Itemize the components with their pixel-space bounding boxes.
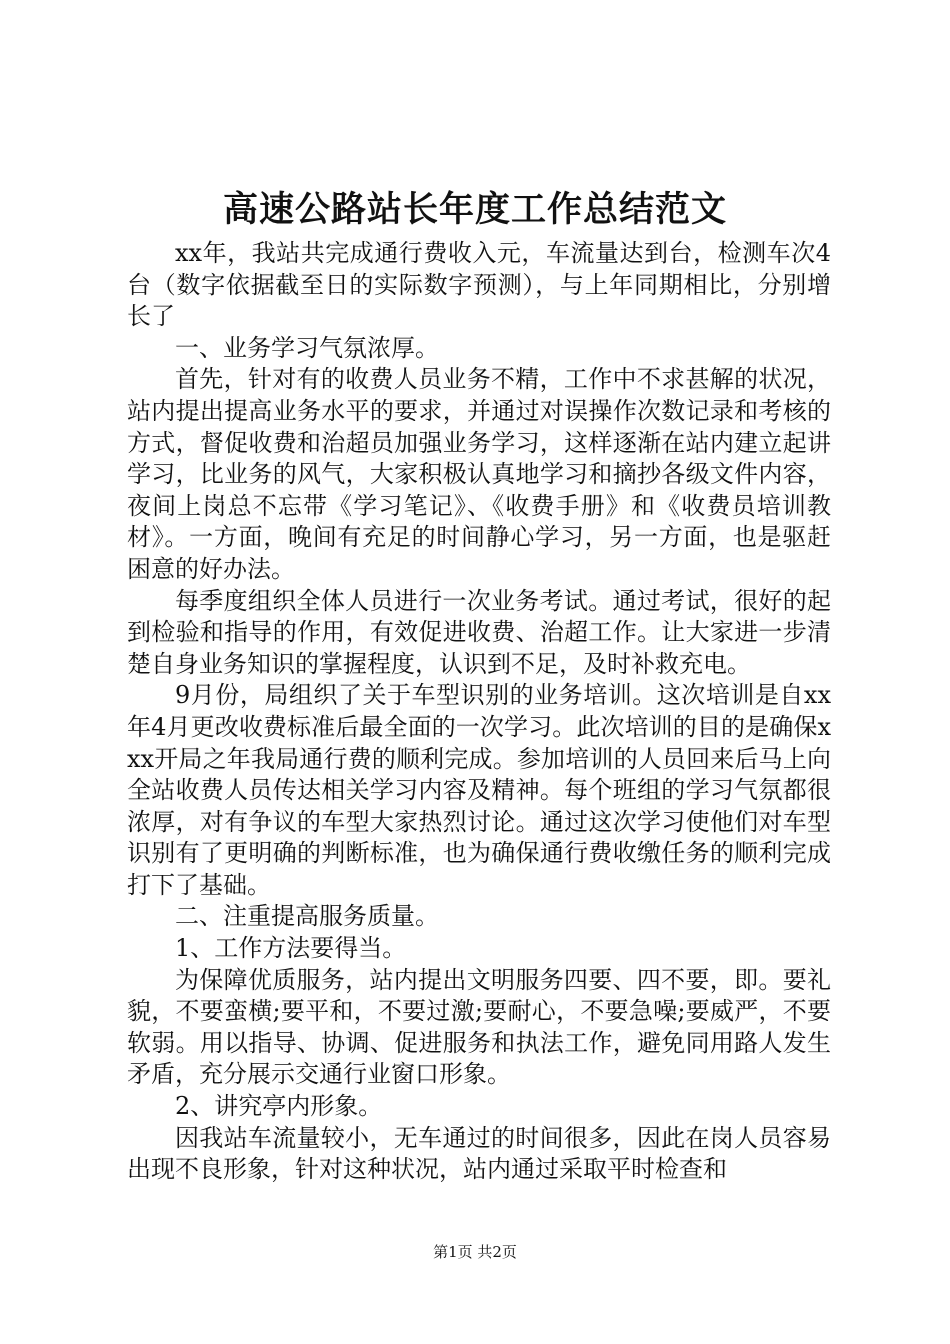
paragraph-intro: xx年，我站共完成通行费收入元，车流量达到台，检测车次4台（数字依据截至日的实际数字预测），与上年同期相比，分别增长了 <box>127 239 831 331</box>
document-title: 高速公路站长年度工作总结范文 <box>222 189 727 230</box>
paragraph-exam: 每季度组织全体人员进行一次业务考试。通过考试，很好的起到检验和指导的作用，有效促进收费、治超工作。让大家进一步清楚自身业务知识的掌握程度，认识到不足，及时补救充电。 <box>127 586 831 678</box>
page-footer: 第1页 共2页 <box>433 1243 517 1261</box>
section-heading-2: 二、注重提高服务质量。 <box>175 902 439 931</box>
paragraph-training: 9月份，局组织了关于车型识别的业务培训。这次培训是自xx年4月更改收费标准后最全面的一次学习。此次培训的目的是确保xxx开局之年我局通行费的顺利完成。参加培训的人员回来后马上向全站收费人员传达相关学习内容及精神。每个班组的学习气氛都很浓厚，对有争议的车型大家热烈讨论。通过这次学习使他们对车型识别有了更明确的判断标准，也为确保通行费收缴任务的顺利完成打下了基础。 <box>127 681 831 899</box>
document-body <box>127 238 831 1186</box>
paragraph-study: 首先，针对有的收费人员业务不精，工作中不求甚解的状况，站内提出提高业务水平的要求，并通过对误操作次数记录和考核的方式，督促收费和治超员加强业务学习，这样逐渐在站内建立起讲学习，比业务的风气，大家积极认真地学习和摘抄各级文件内容，夜间上岗总不忘带《学习笔记》、《收费手册》和《收费员培训教材》。一方面，晚间有充足的时间静心学习，另一方面，也是驱赶困意的好办法。 <box>127 365 831 583</box>
subheading-2: 2、讲究亭内形象。 <box>175 1092 383 1121</box>
section-heading-1: 一、业务学习气氛浓厚。 <box>175 333 439 362</box>
paragraph-service: 为保障优质服务，站内提出文明服务四要、四不要，即。要礼貌，不要蛮横;要平和，不要过激;要耐心，不要急噪;要威严，不要软弱。用以指导、协调、促进服务和执法工作，避免同用路人发生矛盾，充分展示交通行业窗口形象。 <box>127 965 831 1089</box>
subheading-1: 1、工作方法要得当。 <box>175 934 407 963</box>
paragraph-booth: 因我站车流量较小，无车通过的时间很多，因此在岗人员容易出现不良形象，针对这种状况，站内通过采取平时检查和 <box>127 1123 831 1184</box>
